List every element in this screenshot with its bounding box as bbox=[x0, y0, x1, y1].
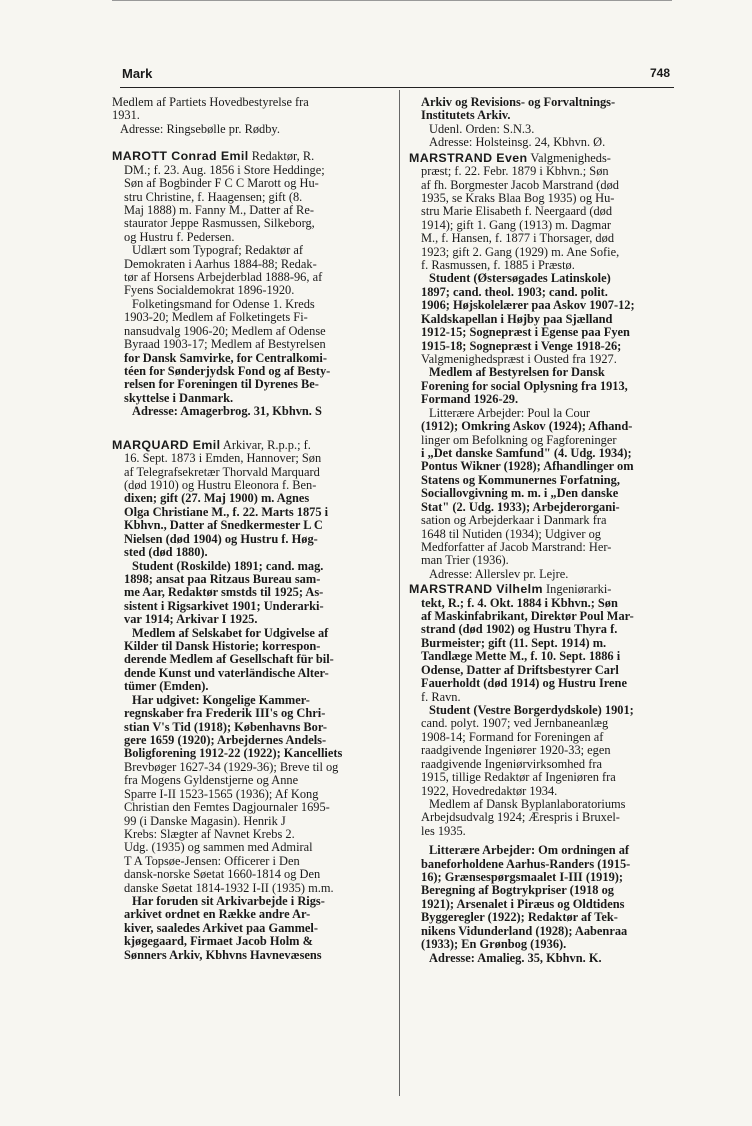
text-line: tør af Horsens Arbejderblad 1888-96, af bbox=[124, 270, 323, 285]
text-line: Har foruden sit Arkivarbejde i Rigs- bbox=[132, 894, 325, 909]
text-line: les 1935. bbox=[421, 823, 466, 838]
text-line: Kilder til Dansk Historie; korrespon- bbox=[124, 639, 321, 654]
text-line: Tandlæge Mette M., f. 10. Sept. 1886 i bbox=[421, 649, 621, 664]
text-line: Arkiv og Revisions- og Forvaltnings- bbox=[421, 95, 616, 109]
text-line: Krebs: Slægter af Navnet Krebs 2. bbox=[124, 826, 295, 841]
text-line: Medforfatter af Jacob Marstrand: Her- bbox=[421, 539, 612, 554]
text-line: stru Christine, f. Haagensen; gift (8. bbox=[124, 189, 303, 204]
text-line: 1915-18; Sognepræst i Venge 1918-26; bbox=[421, 338, 622, 353]
entry-first-line bbox=[409, 152, 671, 165]
text-line: for Dansk Samvirke, for Centralkomi- bbox=[124, 350, 327, 365]
entry-name: MARQUARD Emil bbox=[112, 437, 221, 452]
text-line: Folketingsmand for Odense 1. Kreds bbox=[132, 296, 315, 311]
text-line: Odense, Datter af Driftsbestyrer Carl bbox=[421, 662, 619, 677]
text-line: 1908-14; Formand for Foreningen af bbox=[421, 729, 604, 744]
text-line: Byraad 1903-17; Medlem af Bestyrelsen bbox=[124, 337, 326, 352]
text-line: f. Rasmussen, f. 1885 i Præstø. bbox=[421, 258, 575, 273]
text-line: derende Medlem af Gesellschaft für bil- bbox=[124, 652, 334, 667]
text-line: nansudvalg 1906-20; Medlem af Odense bbox=[124, 323, 326, 338]
entry-gap bbox=[112, 419, 390, 439]
text-line: DM.; f. 23. Aug. 1856 i Store Heddinge; bbox=[124, 162, 325, 177]
text-line: Adresse: Holsteinsg. 24, Kbhvn. Ø. bbox=[429, 135, 606, 150]
text-line: me Aar, Redaktør smstds til 1925; As- bbox=[124, 585, 324, 600]
text-line: danske Søetat 1814-1932 I-II (1935) m.m. bbox=[124, 880, 334, 895]
text-line: Nielsen (død 1904) og Hustru f. Høg- bbox=[124, 531, 318, 546]
text-line: 1914); gift 1. Gang (1913) m. Dagmar bbox=[421, 217, 611, 232]
text-line: tümer (Emden). bbox=[124, 679, 209, 694]
header-rule bbox=[120, 87, 674, 88]
text-line: kjøgegaard, Firmaet Jacob Holm & bbox=[124, 934, 313, 949]
text-line: sistent i Rigsarkivet 1901; Underarki- bbox=[124, 598, 324, 613]
text-line: Arkivar, R.p.p.; f. bbox=[222, 437, 311, 452]
text-line: dansk-norske Søetat 1660-1814 og Den bbox=[124, 867, 321, 882]
text-line: Adresse: Amalieg. 35, Kbhvn. K. bbox=[429, 950, 602, 965]
text-line: Statens og Kommunernes Forfatning, bbox=[421, 472, 620, 487]
entry-first-line bbox=[112, 150, 390, 163]
text-line: 1915, tillige Redaktør af Ingeniøren fra bbox=[421, 770, 616, 785]
text-line: relsen for Foreningen til Dyrenes Be- bbox=[124, 377, 319, 392]
text-line: f. Ravn. bbox=[421, 689, 461, 704]
text-line: Arbejdsudvalg 1924; Ærespris i Bruxel- bbox=[421, 810, 620, 825]
text-line: Litterære Arbejder: Poul la Cour bbox=[429, 405, 591, 420]
text-line: Adresse: Amagerbrog. 31, Kbhvn. S bbox=[132, 404, 322, 419]
text-line: Student (Østersøgades Latinskole) bbox=[429, 271, 611, 286]
text-line: stru Marie Elisabeth f. Neergaard (død bbox=[421, 204, 613, 219]
text-line: Olga Christiane M., f. 22. Marts 1875 i bbox=[124, 504, 329, 519]
text-line: af Telegrafsekretær Thorvald Marquard bbox=[124, 464, 320, 479]
text-line: Sønners Arkiv, Kbhvns Havnevæsens bbox=[124, 947, 322, 962]
text-line: baneforholdene Aarhus-Randers (1915- bbox=[421, 856, 631, 871]
page-number: 748 bbox=[650, 66, 671, 80]
text-line: skyttelse i Danmark. bbox=[124, 390, 234, 405]
text-line: præst; f. 22. Febr. 1879 i Kbhvn.; Søn bbox=[421, 164, 609, 179]
text-line: Adresse: Ringsebølle pr. Rødby. bbox=[120, 121, 280, 136]
text-line: Udenl. Orden: S.N.3. bbox=[429, 121, 535, 136]
text-line: (1912); Omkring Askov (1924); Afhand- bbox=[421, 419, 633, 434]
text-line: Burmeister; gift (11. Sept. 1914) m. bbox=[421, 635, 607, 650]
top-rule bbox=[112, 0, 672, 1]
text-line: Student (Roskilde) 1891; cand. mag. bbox=[132, 558, 324, 573]
left-column bbox=[112, 96, 390, 962]
entry-gap bbox=[112, 136, 390, 150]
text-line: Har udgivet: Kongelige Kammer- bbox=[132, 692, 310, 707]
page-title: Mark bbox=[122, 66, 153, 81]
text-line: Byggeregler (1922); Redaktør af Tek- bbox=[421, 910, 618, 925]
entry-name: MAROTT Conrad Emil bbox=[112, 149, 249, 164]
text-line: Sociallovgivning m. m. i „Den danske bbox=[421, 486, 619, 501]
text-line: T A Topsøe-Jensen: Officerer i Den bbox=[124, 853, 300, 868]
text-line: 99 (i Danske Magasin). Henrik J bbox=[124, 813, 286, 828]
text-line: 1923; gift 2. Gang (1929) m. Ane Sofie, bbox=[421, 244, 620, 259]
text-line: Adresse: Allerslev pr. Lejre. bbox=[429, 566, 569, 581]
entry-first-line bbox=[409, 583, 671, 596]
text-line: M., f. Hansen, f. 1877 i Thorsager, død bbox=[421, 231, 615, 246]
text-line: 16. Sept. 1873 i Emden, Hannover; Søn bbox=[124, 451, 322, 466]
text-line: Kbhvn., Datter af Snedkermester L C bbox=[124, 518, 323, 533]
text-line: Boligforening 1912-22 (1922); Kancelliets bbox=[124, 746, 343, 761]
text-line: 1903-20; Medlem af Folketingets Fi- bbox=[124, 310, 308, 325]
text-line: 1648 til Nutiden (1934); Udgiver og bbox=[421, 526, 601, 541]
text-line: sation og Arbejderkaar i Danmark fra bbox=[421, 513, 607, 528]
text-line: 1897; cand. theol. 1903; cand. polit. bbox=[421, 284, 608, 299]
text-line: 16); Grænsespørgsmaalet I-III (1919); bbox=[421, 870, 624, 885]
text-line: og Hustru f. Pedersen. bbox=[124, 229, 235, 244]
entry-first-line bbox=[112, 439, 390, 452]
text-line: Pontus Wikner (1928); Afhandlinger om bbox=[421, 459, 634, 474]
text-line: Sparre I-II 1523-1565 (1936); Af Kong bbox=[124, 786, 319, 801]
column-divider bbox=[399, 90, 400, 1096]
text-line: 1922, Hovedredaktør 1934. bbox=[421, 783, 558, 798]
entry-name: MARSTRAND Even bbox=[409, 150, 528, 165]
text-line: Brevbøger 1627-34 (1929-36); Breve til og bbox=[124, 759, 339, 774]
text-line: dende Kunst und vaterländische Alter- bbox=[124, 665, 329, 680]
text-line: cand. polyt. 1907; ved Jernbaneanlæg bbox=[421, 716, 609, 731]
text-line: Ingeniørarki- bbox=[546, 582, 612, 597]
text-line: regnskaber fra Frederik III's og Chri- bbox=[124, 706, 326, 721]
text-line: Medlem af Selskabet for Udgivelse af bbox=[132, 625, 329, 640]
text-line: 1921); Arsenalet i Piræus og Oldtidens bbox=[421, 896, 625, 911]
text-line: kiver, saaledes Arkivet paa Gammel- bbox=[124, 920, 318, 935]
text-line: Stat" (2. Udg. 1933); Arbejderorgani- bbox=[421, 499, 620, 514]
text-line: Demokraten i Aarhus 1884-88; Redak- bbox=[124, 256, 317, 271]
text-line: gere 1659 (1920); Arbejdernes Andels- bbox=[124, 732, 327, 747]
text-line: dixen; gift (27. Maj 1900) m. Agnes bbox=[124, 491, 310, 506]
text-line: man Trier (1936). bbox=[421, 553, 509, 568]
text-line: 1906; Højskolelærer paa Askov 1907-12; bbox=[421, 298, 635, 313]
text-line: strand (død 1902) og Hustru Thyra f. bbox=[421, 622, 618, 637]
text-line: 1935, se Kraks Blaa Bog 1935) og Hu- bbox=[421, 190, 615, 205]
text-line: Kaldskapellan i Højby paa Sjælland bbox=[421, 311, 613, 326]
text-line: Redaktør, R. bbox=[251, 149, 315, 164]
text-line: Student (Vestre Borgerdydskole) 1901; bbox=[429, 702, 634, 717]
text-line: Søn af Bogbinder F C C Marott og Hu- bbox=[124, 176, 319, 191]
text-line: Litterære Arbejder: Om ordningen af bbox=[429, 843, 630, 858]
text-line: Fyens Socialdemokrat 1896-1920. bbox=[124, 283, 295, 298]
text-line: Medlem af Partiets Hovedbestyrelse fra bbox=[112, 95, 309, 109]
text-line: tekt, R.; f. 4. Okt. 1884 i Kbhvn.; Søn bbox=[421, 595, 618, 610]
text-line: Valgmenighedspræst i Ousted fra 1927. bbox=[421, 352, 617, 367]
text-line: af Maskinfabrikant, Direktør Poul Mar- bbox=[421, 609, 634, 624]
text-line: nikens Vidunderland (1928); Aabenraa bbox=[421, 923, 628, 938]
text-line: raadgivende Ingeniørvirksomhed fra bbox=[421, 756, 602, 771]
text-line: i „Det danske Samfund" (4. Udg. 1934); bbox=[421, 445, 632, 460]
text-line: Formand 1926-29. bbox=[421, 392, 519, 407]
text-line: 1898; ansat paa Ritzaus Bureau sam- bbox=[124, 571, 321, 586]
text-line: arkivet ordnet en Række andre Ar- bbox=[124, 907, 311, 922]
text-line: Maj 1888) m. Fanny M., Datter af Re- bbox=[124, 202, 314, 217]
text-line: var 1914; Arkivar I 1925. bbox=[124, 612, 258, 627]
text-line: Fauerholdt (død 1914) og Hustru Irene bbox=[421, 676, 627, 691]
text-line: Beregning af Bogtrykpriser (1918 og bbox=[421, 883, 614, 898]
text-line: téen for Sønderjydsk Fond og af Besty- bbox=[124, 364, 331, 379]
text-line: (død 1910) og Hustru Eleonora f. Ben- bbox=[124, 477, 317, 492]
text-line: Institutets Arkiv. bbox=[421, 108, 511, 123]
text-line: 1912-15; Sognepræst i Egense paa Fyen bbox=[421, 325, 630, 340]
text-line: Forening for social Oplysning fra 1913, bbox=[421, 378, 628, 393]
text-line: af fh. Borgmester Jacob Marstrand (død bbox=[421, 177, 619, 192]
text-line: stian V's Tid (1918); Københavns Bor- bbox=[124, 719, 327, 734]
text-line: Medlem af Bestyrelsen for Dansk bbox=[429, 365, 605, 380]
text-line: Valgmenigheds- bbox=[530, 150, 611, 165]
text-line: (1933); En Grønbog (1936). bbox=[421, 937, 567, 952]
right-column bbox=[409, 96, 671, 965]
text-line: Udlært som Typograf; Redaktør af bbox=[132, 243, 303, 258]
text-line: linger om Befolkning og Fagforeninger bbox=[421, 432, 617, 447]
text-line: Medlem af Dansk Byplanlaboratoriums bbox=[429, 796, 626, 811]
text-line: raadgivende Ingeniører 1920-33; egen bbox=[421, 743, 611, 758]
text-line: staurator Jeppe Rasmussen, Silkeborg, bbox=[124, 216, 315, 231]
text-line: Christian den Femtes Dagjournaler 1695- bbox=[124, 800, 330, 815]
text-line: 1931. bbox=[112, 108, 140, 123]
text-line: fra Mogens Gyldenstjerne og Anne bbox=[124, 773, 299, 788]
text-line: Udg. (1935) og sammen med Admiral bbox=[124, 840, 313, 855]
entry-name: MARSTRAND Vilhelm bbox=[409, 582, 543, 597]
text-line: sted (død 1880). bbox=[124, 545, 208, 560]
